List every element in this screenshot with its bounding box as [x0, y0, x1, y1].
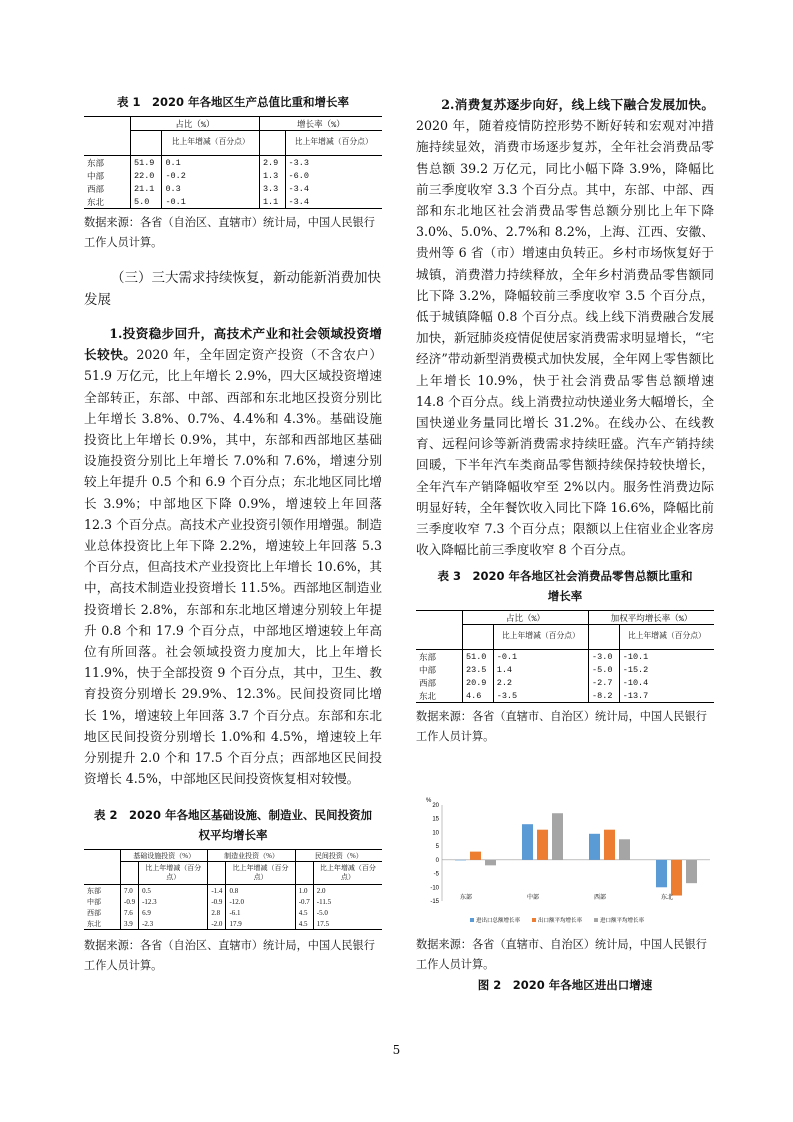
y-tick-label: 15 [432, 816, 439, 823]
t2-sub-2: 比上年增减（百分点） [226, 862, 295, 885]
y-tick-label: -15 [430, 899, 439, 905]
x-tick-label: 西部 [594, 894, 607, 901]
table1-caption: 表 1 2020 年各地区生产总值比重和增长率 [116, 95, 349, 109]
t2-group-infra: 基础设施投资（%） [121, 850, 208, 862]
chart-figure2 [420, 793, 720, 931]
bar-东北-进出口总额增长率 [656, 860, 667, 887]
table1 [84, 116, 382, 209]
y-axis-label: % [426, 798, 432, 804]
t3-header-growth: 加权平均增长率（%） [589, 611, 714, 625]
table3 [416, 610, 714, 703]
y-tick-label: -10 [430, 885, 439, 892]
t1-header-growth: 增长率（%） [259, 117, 382, 131]
left-column [84, 92, 382, 976]
t3-header-share-change: 比上年增减（百分点） [493, 625, 588, 650]
paragraph-investment [84, 323, 382, 789]
t2-group-mfg: 制造业投资（%） [208, 850, 295, 862]
t2-sub-3: 比上年增减（百分点） [313, 862, 382, 885]
legend-label: 进口额平均增长率 [600, 918, 645, 924]
bar-中部-进口额平均增长率 [552, 813, 563, 860]
legend-label: 出口额平均增长率 [538, 918, 583, 924]
table2 [84, 849, 382, 930]
legend-swatch [594, 918, 598, 922]
section-heading: （三）三大需求持续恢复，新动能新消费加快发展 [84, 270, 381, 308]
bar-中部-进出口总额增长率 [522, 824, 533, 860]
y-tick-label: 5 [435, 844, 439, 851]
bar-西部-进口额平均增长率 [619, 839, 630, 860]
page-number: 5 [392, 1043, 401, 1057]
table-row: 东北 4.6 -3.5 -8.2 -13.7 [416, 689, 714, 703]
bar-西部-出口额平均增长率 [604, 830, 615, 860]
y-tick-label: -5 [433, 871, 439, 878]
bar-西部-进出口总额增长率 [589, 834, 600, 860]
legend-swatch [532, 918, 536, 922]
table-row: 西部 7.6 6.9 2.8 -6.1 4.5 -5.0 [84, 907, 382, 918]
paragraph-consumption-lead: 2.消费复苏逐步向好，线上线下融合发展加快。 [441, 97, 714, 112]
t2-sub-1: 比上年增减（百分点） [139, 862, 208, 885]
table-row: 东北 3.9 -2.3 -2.0 17.9 4.5 17.5 [84, 918, 382, 930]
table-row: 东北 5.0 -0.1 1.1 -3.4 [84, 195, 382, 209]
chart-svg [420, 793, 720, 931]
table2-caption: 表 2 2020 年各地区基础设施、制造业、民间投资加权平均增长率 [94, 808, 373, 843]
table2-source: 数据来源：各省（自治区、直辖市）统计局，中国人民银行工作人员计算。 [84, 939, 375, 973]
t2-group-private: 民间投资（%） [295, 850, 382, 862]
y-tick-label: 10 [432, 830, 439, 837]
legend-label: 进出口总额增长率 [476, 918, 521, 924]
table-row: 西部 20.9 2.2 -2.7 -10.4 [416, 676, 714, 689]
bar-东北-出口额平均增长率 [671, 860, 682, 896]
table-row: 西部 21.1 0.3 3.3 -3.4 [84, 182, 382, 195]
x-tick-label: 东部 [460, 894, 473, 901]
table-row: 中部 22.0 -0.2 1.3 -6.0 [84, 169, 382, 182]
x-tick-label: 东北 [661, 894, 674, 901]
paragraph-investment-body: 2020 年，全年固定资产投资（不含农户）51.9 万亿元，比上年增长 2.9%，四大区域投资增速全部转正，东部、中部、西部和东北地区投资分别比上年增长 3.8%、0.7%、4.4%和 4.3%。基础设施投资比上年增长 0.9%，其中，东部和西部地区基础设施投资分别比上年增长 7.0%和 7.6%，增速分别较上年提升 0.5 个和 6.9 个百分点；东北地区同比增长 3.9%；中部地区下降 0.9%，增速较上年回落 12.3 个百分点。高技术产业投资引领作用增强。制造业总体投资比上年下降 2.2%，增速较上年回落 5.3 个百分点，但高技术产业投资比上年增长 10.6%，其中，高技术制造业投资增长 11.5%。西部地区制造业投资增长 2.8%，东部和东北地区增速分别较上年提升 0.8 个和 17.9 个百分点，中部地区增速较上年高位有所回落。社会领域投资力度加大，比上年增长 11.9%，快于全部投资 9 个百分点，其中，卫生、教育投资分别增长 29.9%、12.3%。民间投资同比增长 1%，增速较上年回落 3.7 个百分点。东部和东北地区民间投资分别增长 1.0%和 4.5%，增速较上年分别提升 2.0 个和 17.5 个百分点；西部地区民间投资增长 4.5%，中部地区民间投资恢复相对较慢。 [84, 347, 382, 787]
chart-title: 图 2 2020 年各地区进出口增速 [477, 978, 653, 992]
t3-header-share: 占比（%） [463, 611, 589, 625]
t1-header-growth-change: 比上年增减（百分点） [285, 131, 382, 156]
paragraph-consumption-body: 2020 年，随着疫情防控形势不断好转和宏观对冲措施持续显效，消费市场逐步复苏，全年社会消费品零售总额 39.2 万亿元，同比小幅下降 3.9%，降幅比前三季度收窄 3.3 个百分点。其中，东部、中部、西部和东北地区社会消费品零售总额分别比上年下降 3.0%、5.0%、2.7%和 8.2%，上海、江西、安徽、贵州等 6 省（市）增速由负转正。乡村市场恢复好于城镇，消费潜力持续释放，全年乡村消费品零售额同比下降 3.2%，降幅较前三季度收窄 3.5 个百分点，低于城镇降幅 0.8 个百分点。线上线下消费融合发展加快，新冠肺炎疫情促使居家消费需求明显增长，“宅经济”带动新型消费模式加快发展，全年网上零售额比上年增长 10.9%，快于社会消费品零售总额增速 14.8 个百分点。线上消费拉动快递业务大幅增长，全国快递业务量同比增长 31.2%。在线办公、在线教育、远程问诊等新消费需求持续旺盛。汽车产销持续回暖，下半年汽车类商品零售额持续保持较快增长，全年汽车产销降幅收窄至 2%以内。服务性消费边际明显好转，全年餐饮收入同比下降 16.6%，降幅比前三季度收窄 7.3 个百分点；限额以上住宿业企业客房收入降幅比前三季度收窄 8 个百分点。 [416, 118, 714, 558]
bar-东北-进口额平均增长率 [686, 860, 697, 883]
bar-东部-出口额平均增长率 [470, 852, 481, 860]
table-row: 东部 51.0 -0.1 -3.0 -10.1 [416, 650, 714, 664]
chart-source: 数据来源：各省（直辖市、自治区）统计局，中国人民银行工作人员计算。 [416, 938, 707, 971]
right-column [416, 94, 714, 747]
table3-caption: 表 3 2020 年各地区社会消费品零售总额比重和增长率 [437, 569, 693, 604]
table-row: 东部 51.9 0.1 2.9 -3.3 [84, 156, 382, 170]
bar-东部-进口额平均增长率 [485, 860, 496, 865]
t3-header-growth-change: 比上年增减（百分点） [619, 625, 714, 650]
table-row: 中部 23.5 1.4 -5.0 -15.2 [416, 663, 714, 676]
y-tick-label: 20 [432, 803, 439, 809]
paragraph-investment-lead: 1.投资稳步回升，高技术产业和社会领域投资增长较快。 [84, 326, 382, 363]
bar-中部-出口额平均增长率 [537, 830, 548, 860]
x-tick-label: 中部 [527, 894, 540, 901]
y-tick-label: 0 [435, 857, 439, 864]
t1-header-share: 占比（%） [131, 117, 260, 131]
t1-header-share-change: 比上年增减（百分点） [162, 131, 260, 156]
table1-source: 数据来源：各省（自治区、直辖市）统计局，中国人民银行工作人员计算。 [84, 216, 375, 249]
bar-东部-进出口总额增长率 [455, 860, 466, 861]
paragraph-consumption [416, 94, 714, 560]
table3-source: 数据来源：各省（直辖市、自治区）统计局，中国人民银行工作人员计算。 [416, 710, 707, 744]
legend-swatch [470, 918, 474, 922]
table-row: 东部 7.0 0.5 -1.4 0.8 1.0 2.0 [84, 885, 382, 897]
table-row: 中部 -0.9 -12.3 -0.9 -12.0 -0.7 -11.5 [84, 896, 382, 907]
